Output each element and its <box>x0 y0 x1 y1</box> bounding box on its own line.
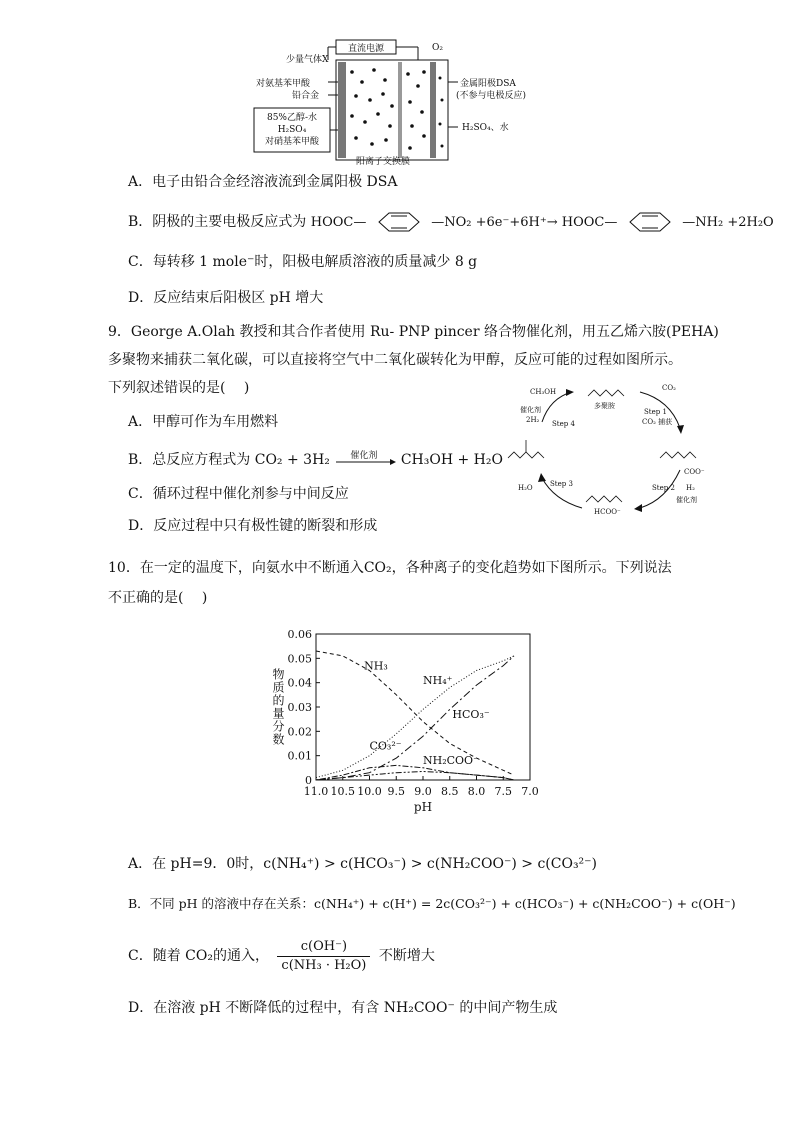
solution-line-2: H₂SO₄ <box>277 125 307 135</box>
benzene-ring-icon <box>622 210 678 234</box>
x-axis-label: pH <box>413 800 433 814</box>
h2o-label: H₂O <box>518 484 533 492</box>
solution-line-3: 对硝基苯甲酸 <box>264 137 320 147</box>
q8-option-a: A．电子由铅合金经溶液流到金属阳极 DSA <box>128 174 398 190</box>
step1-label: Step 1 <box>644 408 667 416</box>
q9-stem-3: 下列叙述错误的是( ) <box>108 380 250 396</box>
reaction-arrow <box>334 450 396 470</box>
h2-left-label: 2H₂ <box>526 416 540 424</box>
x-tick-label: 8.5 <box>441 785 459 798</box>
q10-c-prefix: C．随着 CO₂的通入， <box>128 948 269 964</box>
q10-option-a: A．在 pH=9．0时，c(NH₄⁺) > c(HCO₃⁻) > c(NH₂COO⁻) > c(CO₃²⁻) <box>128 856 598 872</box>
x-tick-label: 8.0 <box>467 785 486 798</box>
q9-b-suffix: CH₃OH + H₂O <box>400 452 503 468</box>
fraction-chart <box>262 626 552 830</box>
series-line-4 <box>316 772 514 781</box>
alloy-label: 铅合金 <box>292 91 320 101</box>
x-tick-label: 9.5 <box>387 785 405 798</box>
step2-label: Step 2 <box>652 484 675 492</box>
catalyst-right-label: 催化剂 <box>676 496 697 504</box>
x-tick-label: 10.0 <box>357 785 382 798</box>
series-label-1: NH₄⁺ <box>423 673 453 687</box>
solution-line-1: 85%乙醇-水 <box>266 113 318 123</box>
q8-option-b <box>128 210 774 234</box>
q10-stem-1: 10．在一定的温度下，向氨水中不断通入CO₂，各种离子的变化趋势如下图所示。下列说法 <box>108 560 672 576</box>
q10-stem-2: 不正确的是( ) <box>108 590 208 606</box>
q10-option-b: B．不同 pH 的溶液中存在关系：c(NH₄⁺) + c(H⁺) = 2c(CO₃²⁻) + c(HCO₃⁻) + c(NH₂COO⁻) + c(OH⁻) <box>128 896 736 911</box>
q9-option-c: C．循环过程中催化剂参与中间反应 <box>128 486 349 502</box>
y-tick-label: 0 <box>305 774 312 787</box>
h2-right-label: H₂ <box>686 484 695 492</box>
y-tick-label: 0.04 <box>287 676 312 690</box>
benzene-ring-icon <box>371 210 427 234</box>
b-eq-left: HOOC— <box>310 215 367 230</box>
step3-label: Step 3 <box>550 480 573 488</box>
gas-label: 少量气体X <box>286 55 329 65</box>
catalytic-cycle-figure <box>490 378 730 518</box>
q9-option-b <box>128 450 503 470</box>
coo-label: COO⁻ <box>684 468 705 476</box>
q9-option-a: A．甲醇可作为车用燃料 <box>128 414 279 430</box>
x-tick-label: 10.5 <box>330 785 355 798</box>
acid-water-label: H₂SO₄、水 <box>462 123 509 133</box>
polyamine-label: 多聚胺 <box>594 402 615 410</box>
y-axis-label: 物质的量分数 <box>271 668 285 746</box>
q8-option-d: D．反应结束后阳极区 pH 增大 <box>128 290 324 306</box>
series-label-2: HCO₃⁻ <box>452 707 490 721</box>
y-tick-label: 0.06 <box>287 628 312 641</box>
anode-label: 金属阳极DSA <box>460 79 516 89</box>
q10-option-c <box>128 934 435 978</box>
q9-b-prefix: B．总反应方程式为 CO₂ + 3H₂ <box>128 452 330 468</box>
y-tick-label: 0.02 <box>287 725 312 739</box>
y-tick-label: 0.05 <box>287 652 312 666</box>
b-eq-mid: —NO₂ +6e⁻+6H⁺→ HOOC— <box>431 215 618 230</box>
membrane-label: 阳离子交换膜 <box>356 157 411 166</box>
electrolysis-figure <box>252 38 552 166</box>
q9-stem-1: 9．George A.Olah 教授和其合作者使用 Ru- PNP pincer 络合物催化剂，用五乙烯六胺(PEHA) <box>108 324 719 340</box>
x-tick-label: 9.0 <box>414 785 432 798</box>
fraction-numerator: c(OH⁻) <box>277 938 370 957</box>
b-eq-right: —NH₂ +2H₂O <box>682 215 774 230</box>
x-tick-label: 11.0 <box>303 785 329 798</box>
q10-c-suffix: 不断增大 <box>378 948 435 964</box>
series-label-0: NH₃ <box>364 659 388 673</box>
q9-stem-2: 多聚物来捕获二氧化碳，可以直接将空气中二氧化碳转化为甲醇，反应可能的过程如图所示。 <box>108 352 682 368</box>
q8-option-c: C．每转移 1 mole⁻时，阳极电解质溶液的质量减少 8 g <box>128 254 478 270</box>
co2-capture-label: CO₂ 捕获 <box>642 418 673 426</box>
series-label-3: CO₃²⁻ <box>369 739 402 753</box>
ch3oh-label: CH₃OH <box>530 388 557 396</box>
q9-option-d: D．反应过程中只有极性键的断裂和形成 <box>128 518 378 534</box>
co2-label: CO₂ <box>662 384 676 392</box>
series-label-4: NH₂COO⁻ <box>423 754 479 768</box>
catalyst-left-label: 催化剂 <box>520 406 541 414</box>
x-tick-label: 7.5 <box>494 785 512 798</box>
reaction-arrow-condition: 催化剂 <box>350 451 378 461</box>
y-tick-label: 0.01 <box>287 749 312 763</box>
power-label: 直流电源 <box>347 44 385 54</box>
step4-label: Step 4 <box>552 420 575 428</box>
hcoo-label: HCOO⁻ <box>594 508 621 516</box>
fraction <box>277 938 370 975</box>
q8-option-b-text: B．阴极的主要电极反应式为 <box>128 214 307 230</box>
anode-note: (不参与电极反应) <box>456 91 527 101</box>
q10-option-d: D．在溶液 pH 不断降低的过程中，有含 NH₂COO⁻ 的中间产物生成 <box>128 1000 558 1016</box>
x-tick-label: 7.0 <box>521 785 539 798</box>
fraction-denominator: c(NH₃ · H₂O) <box>281 957 367 973</box>
y-tick-label: 0.03 <box>287 701 312 714</box>
reactant-label: 对氨基苯甲酸 <box>256 79 311 89</box>
o2-label: O₂ <box>432 43 443 53</box>
